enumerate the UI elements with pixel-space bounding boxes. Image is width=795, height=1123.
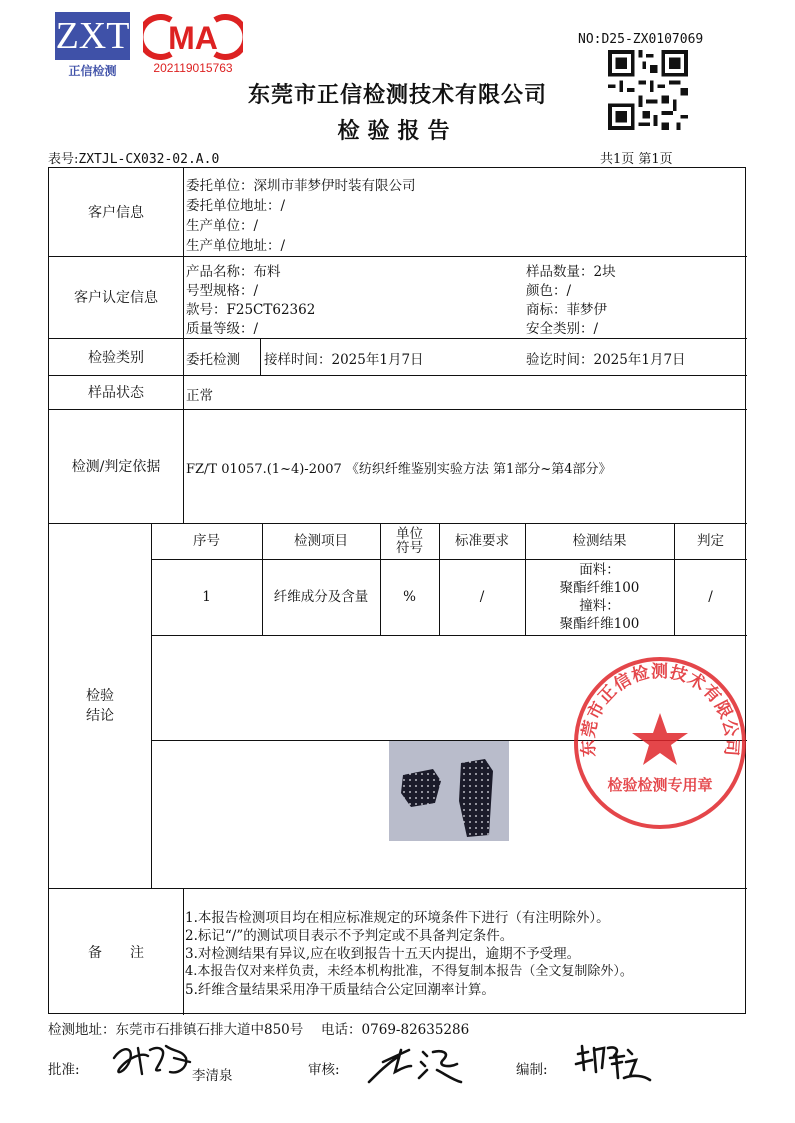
col-header-verdict: 判定	[697, 533, 724, 549]
table-cell-item: 纤维成分及含量	[273, 589, 369, 605]
table-cell-unit: %	[403, 589, 416, 605]
footer-address: 检测地址：东莞市石排镇石排大道中850号 电话：0769-82635286	[48, 1022, 470, 1038]
compile-label: 编制:	[516, 1062, 548, 1078]
notes-label: 备 注	[88, 944, 144, 961]
company-name: 东莞市正信检测技术有限公司	[247, 82, 547, 108]
confirm-line: 安全类别：/	[526, 321, 599, 337]
confirm-info-label: 客户认定信息	[74, 290, 158, 306]
report-table	[48, 167, 746, 1014]
page-info: 共1页 第1页	[600, 152, 673, 167]
col-header-item: 检测项目	[294, 533, 348, 549]
table-cell-verdict: /	[708, 589, 713, 605]
note-item: 5.纤维含量结果采用净干质量结合公定回潮率计算。	[185, 982, 495, 998]
form-number-label: 表号:	[48, 152, 79, 167]
note-item: 1.本报告检测项目均在相应标准规定的环境条件下进行（有注明除外）。	[185, 910, 610, 926]
logo-text: ZXT	[55, 12, 130, 60]
conclusion-label: 检验 结论	[86, 687, 114, 724]
star-icon	[632, 713, 688, 765]
confirm-line: 商标：菲梦伊	[526, 302, 607, 318]
cma-logo	[143, 14, 243, 78]
client-line: 委托单位地址：/	[186, 198, 286, 214]
table-cell-no: 1	[202, 589, 211, 605]
form-number-value: ZXTJL-CX032-02.A.0	[78, 152, 220, 167]
confirm-line: 颜色：/	[526, 283, 572, 299]
client-line: 委托单位：深圳市菲梦伊时装有限公司	[186, 178, 416, 194]
cma-text: MA	[168, 20, 218, 56]
report-number: NO:D25-ZX0107069	[578, 32, 704, 47]
table-cell-result: 面料： 聚酯纤维100 撞料： 聚酯纤维100	[559, 562, 640, 632]
approve-label: 批准:	[48, 1062, 80, 1078]
note-item: 3.对检测结果有异议,应在收到报告十五天内提出，逾期不予受理。	[185, 946, 581, 962]
completed-date: 验讫时间：2025年1月7日	[526, 352, 686, 368]
cma-mark-icon	[143, 14, 243, 60]
report-title: 检验报告	[337, 118, 458, 144]
approver-signature	[108, 1038, 193, 1086]
category-label: 检验类别	[88, 349, 144, 366]
received-date: 接样时间：2025年1月7日	[264, 352, 424, 368]
col-header-result: 检测结果	[572, 533, 627, 549]
basis-value: FZ/T 01057.(1~4)-2007 《纺织纤维鉴别实验方法 第1部分~第4部分》	[186, 462, 612, 477]
compiler-signature	[572, 1040, 652, 1088]
confirm-line: 款号：F25CT62362	[186, 302, 316, 318]
seal-ring-text: 东莞市正信检测技术有限公司	[578, 661, 742, 758]
seal-inner-text: 检验检测专用章	[607, 776, 713, 794]
logo-subtitle: 正信检测	[68, 64, 117, 78]
col-header-no: 序号	[193, 533, 220, 549]
client-line: 生产单位地址：/	[186, 238, 286, 254]
note-item: 2.标记“/”的测试项目表示不予判定或不具备判定条件。	[185, 928, 514, 944]
confirm-line: 样品数量：2块	[526, 264, 616, 280]
col-header-requirement: 标准要求	[455, 533, 509, 549]
company-logo	[55, 12, 130, 76]
client-line: 生产单位：/	[186, 218, 259, 234]
sample-state-value: 正常	[186, 388, 213, 404]
category-value: 委托检测	[186, 352, 240, 368]
review-label: 审核:	[308, 1062, 340, 1078]
sample-state-label: 样品状态	[88, 385, 144, 401]
inspection-seal	[572, 655, 748, 831]
basis-label: 检测/判定依据	[71, 459, 161, 475]
sample-photo	[389, 741, 509, 841]
confirm-line: 号型规格：/	[186, 283, 259, 299]
note-item: 4.本报告仅对来样负责，未经本机构批准，不得复制本报告（全文复制除外）。	[185, 964, 633, 979]
approver-name: 李清泉	[192, 1068, 233, 1084]
confirm-line: 产品名称：布料	[186, 264, 281, 280]
client-info-label: 客户信息	[88, 205, 144, 221]
table-cell-requirement: /	[479, 589, 485, 605]
form-number	[48, 148, 219, 167]
confirm-line: 质量等级：/	[186, 321, 259, 337]
col-header-unit: 单位 符号	[396, 526, 423, 556]
cma-number: 202119015763	[153, 61, 233, 75]
reviewer-signature	[365, 1042, 465, 1090]
